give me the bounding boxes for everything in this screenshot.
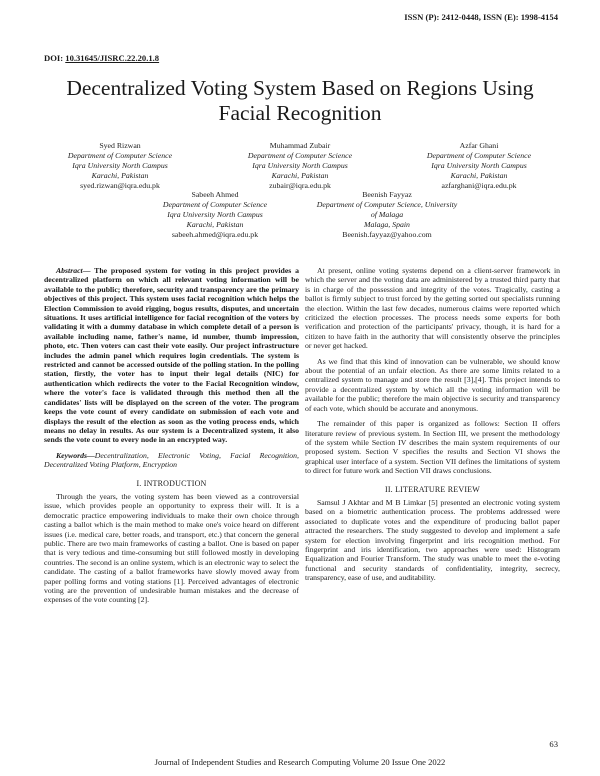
paragraph: As we find that this kind of innovation can be vulnerable, we should know about the potential of an unfair election. As there are some limits related to a centralized system to manage and store the result [3],[4]. This project intends to provide a decentralized system by which all the voting information will be available for the public; therefore the main objective is security and transparency of each vote, which should be accurate and anonymous. <box>305 356 560 413</box>
doi-label: DOI: <box>44 53 64 63</box>
author-name: Muhammad Zubair <box>269 141 331 150</box>
right-column <box>305 266 560 583</box>
author-institution: Iqra University North Campus <box>431 161 527 170</box>
keywords <box>44 451 299 470</box>
author-city: Malaga, Spain <box>364 220 410 229</box>
doi-line <box>44 53 159 63</box>
author-city: Karachi, Pakistan <box>271 171 329 180</box>
abstract-label: Abstract— <box>56 266 91 275</box>
paper-title: Decentralized Voting System Based on Regions Using Facial Recognition <box>66 76 534 125</box>
author-email[interactable]: syed.rizwan@iqra.edu.pk <box>80 181 160 190</box>
author-department: Department of Computer Science <box>426 151 532 160</box>
issn-line: ISSN (P): 2412-0448, ISSN (E): 1998-4154 <box>404 12 558 22</box>
author-city: Karachi, Pakistan <box>91 171 149 180</box>
author-city: Karachi, Pakistan <box>186 220 244 229</box>
journal-footer: Journal of Independent Studies and Research Computing Volume 20 Issue One 2022 <box>154 757 446 767</box>
author-email[interactable]: sabeeh.ahmed@iqra.edu.pk <box>171 230 259 239</box>
author-name: Sabeeh Ahmed <box>191 190 239 199</box>
author-department: Department of Computer Science <box>162 200 268 209</box>
author-institution: Iqra University North Campus <box>167 210 263 219</box>
author-name: Beenish Fayyaz <box>362 190 412 199</box>
doi-link[interactable]: 10.31645/JISRC.22.20.1.8 <box>65 53 160 63</box>
paragraph: Through the years, the voting system has been viewed as a controversial issue, which provides people an opportunity to express their will. It is a democratic practice empowering individuals to make their own choice through casting a ballot which is the main method to make one's voice heard on different issues (i.e. medical care, better roads, and transport, etc.) that concern the general public. There are two main frameworks of casting a ballot. One is based on paper that is very tedious and time-consuming but still followed mostly in developing countries. The second is an online system, which is an electronic way to select the candidate. The casting of a ballot frameworks have slowly moved away from paper polling forms and voting stations [1]. Perceived advantages of electronic voting are the prevention of undesirable human mistakes and the decrease of expenses of the vote counting [2]. <box>44 491 299 605</box>
section-heading-introduction: I. INTRODUCTION <box>136 478 207 488</box>
author-block <box>398 141 560 191</box>
author-block <box>216 141 384 191</box>
author-institution: Iqra University North Campus <box>72 161 168 170</box>
page-number: 63 <box>549 739 558 749</box>
author-block <box>135 190 295 240</box>
section-heading-literature-review: II. LITERATURE REVIEW <box>384 484 481 494</box>
keywords-text: Decentralization, Electronic Voting, Facial Recognition, Decentralized Voting Platform, Encryption <box>44 450 299 470</box>
abstract <box>44 266 299 445</box>
author-name: Azfar Ghani <box>459 141 499 150</box>
author-block <box>40 141 200 191</box>
abstract-text: The proposed system for voting in this project provides a decentralized platform on which all relevant voting information will be available to the public; therefore, security and transparency are the primary objectives of this project. This system uses facial recognition which helps the Election Commission to avoid rigging, bogus results, disputes, and uncertain situations. It uses artificial intelligence for facial recognition of the voters by validating it with a dummy database in which complete detail of a person is available including name, father's name, id number, thumb impression, photo, etc. Then voters can cast their vote easily. Our project infrastructure includes the admin panel which requires login credentials. The system is restricted and cannot be accessed outside of the polling station. In the polling station, firstly, the voter has to input their legal details (NIC) for authentication which redirects the voter to the Facial Recognition window, where the voter's face is validated through this method then all the candidates' lists will be displayed on the screen of the voter. The program keeps the vote count of every candidate on submission of each vote and displays the result of the election as soon as the voting process ends, which means no delay in results. As our system is a Decentralized system, it also sends the vote count to every node in an encrypted way. <box>44 266 299 445</box>
author-department: Department of Computer Science <box>67 151 173 160</box>
author-institution: of Malaga <box>370 210 404 219</box>
paragraph: The remainder of this paper is organized as follows: Section II offers literature review of previous system. In Section III, we present the methodology of the system while Section IV describes the main system requirements of our proposed system. Section V specifies the results and Section VI shows the graphical user interface of a system. Section VII defines the limitations of system to direct for future work and Section VII draws conclusions. <box>305 419 560 476</box>
left-column <box>44 266 299 605</box>
paragraph: At present, online voting systems depend on a client-server framework in which the server and the voting data are administered by a trusted third party that is in charge of the possession and integrity of the votes. Tragically, casting a ballot is firmly subject to trust forced by the getting sorted out specialists running the election. Within the last few decades, numerous claims were reported which criticized the election processes. The process needs some experts for both verification and protection of the participants' privacy, though, it is hard for a citizen to have faith in the authority that will consistently observe the principles or never get hacked. <box>305 266 560 351</box>
author-city: Karachi, Pakistan <box>450 171 508 180</box>
author-department: Department of Computer Science <box>247 151 353 160</box>
author-email[interactable]: azfarghani@iqra.edu.pk <box>441 181 517 190</box>
keywords-label: Keywords— <box>56 450 95 460</box>
author-email[interactable]: zubair@iqra.edu.pk <box>269 181 331 190</box>
paragraph: Samsul J Akhtar and M B Limkar [5] presented an electronic voting system based on a biometric authentication process. The problems addressed were associated to duplicate votes and the expenditure of producing ballot paper attracted the researchers. The study suggested to develop and implement a safe system for election involving fingerprint and iris recognition method. For fingerprint and iris identification, two approaches were used: Histogram Equalization and Fourier Transform. The study was unable to meet the e-voting functional and security standards of confidentiality, integrity, secrecy, transparency, ease of use, and auditability. <box>305 497 560 583</box>
author-email[interactable]: Beenish.fayyaz@yahoo.com <box>342 230 432 239</box>
author-block <box>302 190 472 240</box>
author-name: Syed Rizwan <box>99 141 141 150</box>
author-institution: Iqra University North Campus <box>252 161 348 170</box>
author-department: Department of Computer Science, University <box>316 200 458 209</box>
